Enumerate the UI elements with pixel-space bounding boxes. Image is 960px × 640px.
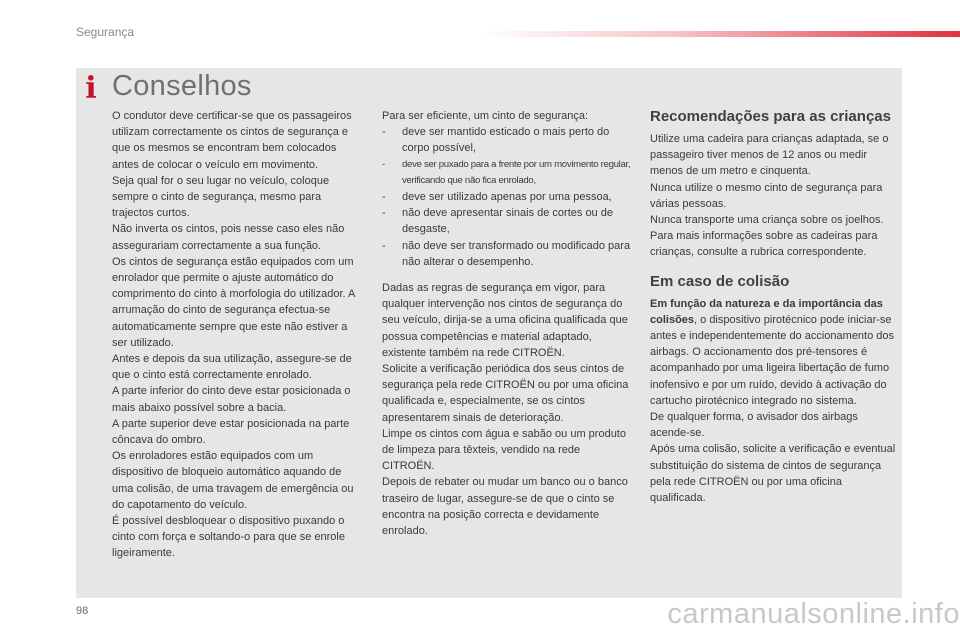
column-general-advice [112,108,362,562]
paragraph: Antes e depois da sua utilização, assegure-se de que o cinto está correctamente enrolado. [112,353,352,382]
column-children-and-crash [650,108,896,506]
page-number: 98 [76,605,89,617]
info-icon: i [85,71,97,106]
column-belt-efficiency [382,108,634,539]
paragraph: Para mais informações sobre as cadeiras para crianças, consulte a rubrica correspondente. [650,230,878,259]
paragraph: A parte superior deve estar posicionada na parte côncava do ombro. [112,417,350,447]
panel-title: Conselhos [112,70,252,102]
paragraph: É possível desbloquear o dispositivo puxando o cinto com força e soltando-o para que se enrole ligeiramente. [112,515,345,560]
paragraph: Utilize uma cadeira para crianças adaptada, se o passageiro tiver menos de 12 anos ou medir menos de um metro e cinquenta. [650,133,889,178]
paragraph: Depois de rebater ou mudar um banco ou o banco traseiro de lugar, assegure-se de que o cinto se encontra na posição correcta e devidamente enrolado. [382,476,628,538]
paragraph: De qualquer forma, o avisador dos airbags acende-se. [650,411,858,440]
section-header: Segurança [76,25,135,39]
spacer [382,270,634,280]
list-item: - deve ser utilizado apenas por uma pessoa, [382,189,634,205]
crash-rest-text: , o dispositivo pirotécnico pode iniciar-se antes e independentemente do accionamento dos airbags. O accionamento dos pré-tensores é acompanhado por uma ligeira libertação de fumo inofensivo e por um ruído, devido à activação do cartucho pirotécnico integrado no sistema. [650,313,895,407]
list-item: - deve ser mantido esticado o mais perto do corpo possível, [382,124,634,156]
paragraph: Os enroladores estão equipados com um dispositivo de bloqueio automático aquando de uma colisão, de uma travagem de emergência ou do capotamento do veículo. [112,450,354,511]
paragraph-intro: Para ser eficiente, um cinto de segurança: [382,110,589,122]
paragraph: Seja qual for o seu lugar no veículo, coloque sempre o cinto de segurança, mesmo para trajectos curtos. [112,174,330,220]
list-item: - não deve apresentar sinais de cortes ou de desgaste, [382,205,634,237]
paragraph: A parte inferior do cinto deve estar posicionada o mais abaixo possível sobre a bacia. [112,385,351,414]
paragraph: Limpe os cintos com água e sabão ou um produto de limpeza para têxteis, vendido na rede CITROËN. [382,427,626,473]
list-item: - não deve ser transformado ou modificado para não alterar o desempenho. [382,238,634,270]
crash-heading: Em caso de colisão [650,272,790,290]
crash-intro-paragraph [650,296,896,409]
watermark-text: carmanualsonline.info [667,598,960,630]
paragraph: Os cintos de segurança estão equipados com um enrolador que permite o ajuste automático do comprimento do cinto à morfologia do utilizador. A arrumação do cinto de segurança efectua-se automaticamente sempre que este não estiver a ser utilizado. [112,255,355,349]
paragraph: Nunca transporte uma criança sobre os joelhos. [650,214,884,227]
paragraph: Dadas as regras de segurança em vigor, para qualquer intervenção nos cintos de segurança do seu veículo, dirija-se a uma oficina qualificada que possua competências e material adaptado, existente também na rede CITROËN. [382,282,628,359]
list-item: - deve ser puxado para a frente por um movimento regular, verificando que não fica enrolado, [382,157,634,189]
paragraph: Não inverta os cintos, pois nesse caso eles não assegurariam correctamente a sua função. [112,223,345,252]
paragraph: Após uma colisão, solicite a verificação e eventual substituição do sistema de cintos de segurança pela rede CITROËN ou por uma oficina qualificada. [650,443,896,505]
paragraph: Nunca utilize o mesmo cinto de segurança para várias pessoas. [650,181,883,210]
paragraph: O condutor deve certificar-se que os passageiros utilizam correctamente os cintos de segurança e que os mesmos se encontram bem colocados antes de colocar o veículo em movimento. [112,110,352,171]
paragraph: Solicite a verificação periódica dos seus cintos de segurança pela rede CITROËN ou por uma oficina qualificada e, especialmente, se os cintos apresentarem sinais de deterioração. [382,363,629,424]
header-accent-bar [480,31,960,37]
crash-bold-text: Em função da natureza e da importância das colisões [650,297,883,326]
belt-rules-list [382,124,634,270]
children-heading: Recomendações para as crianças [650,108,891,125]
